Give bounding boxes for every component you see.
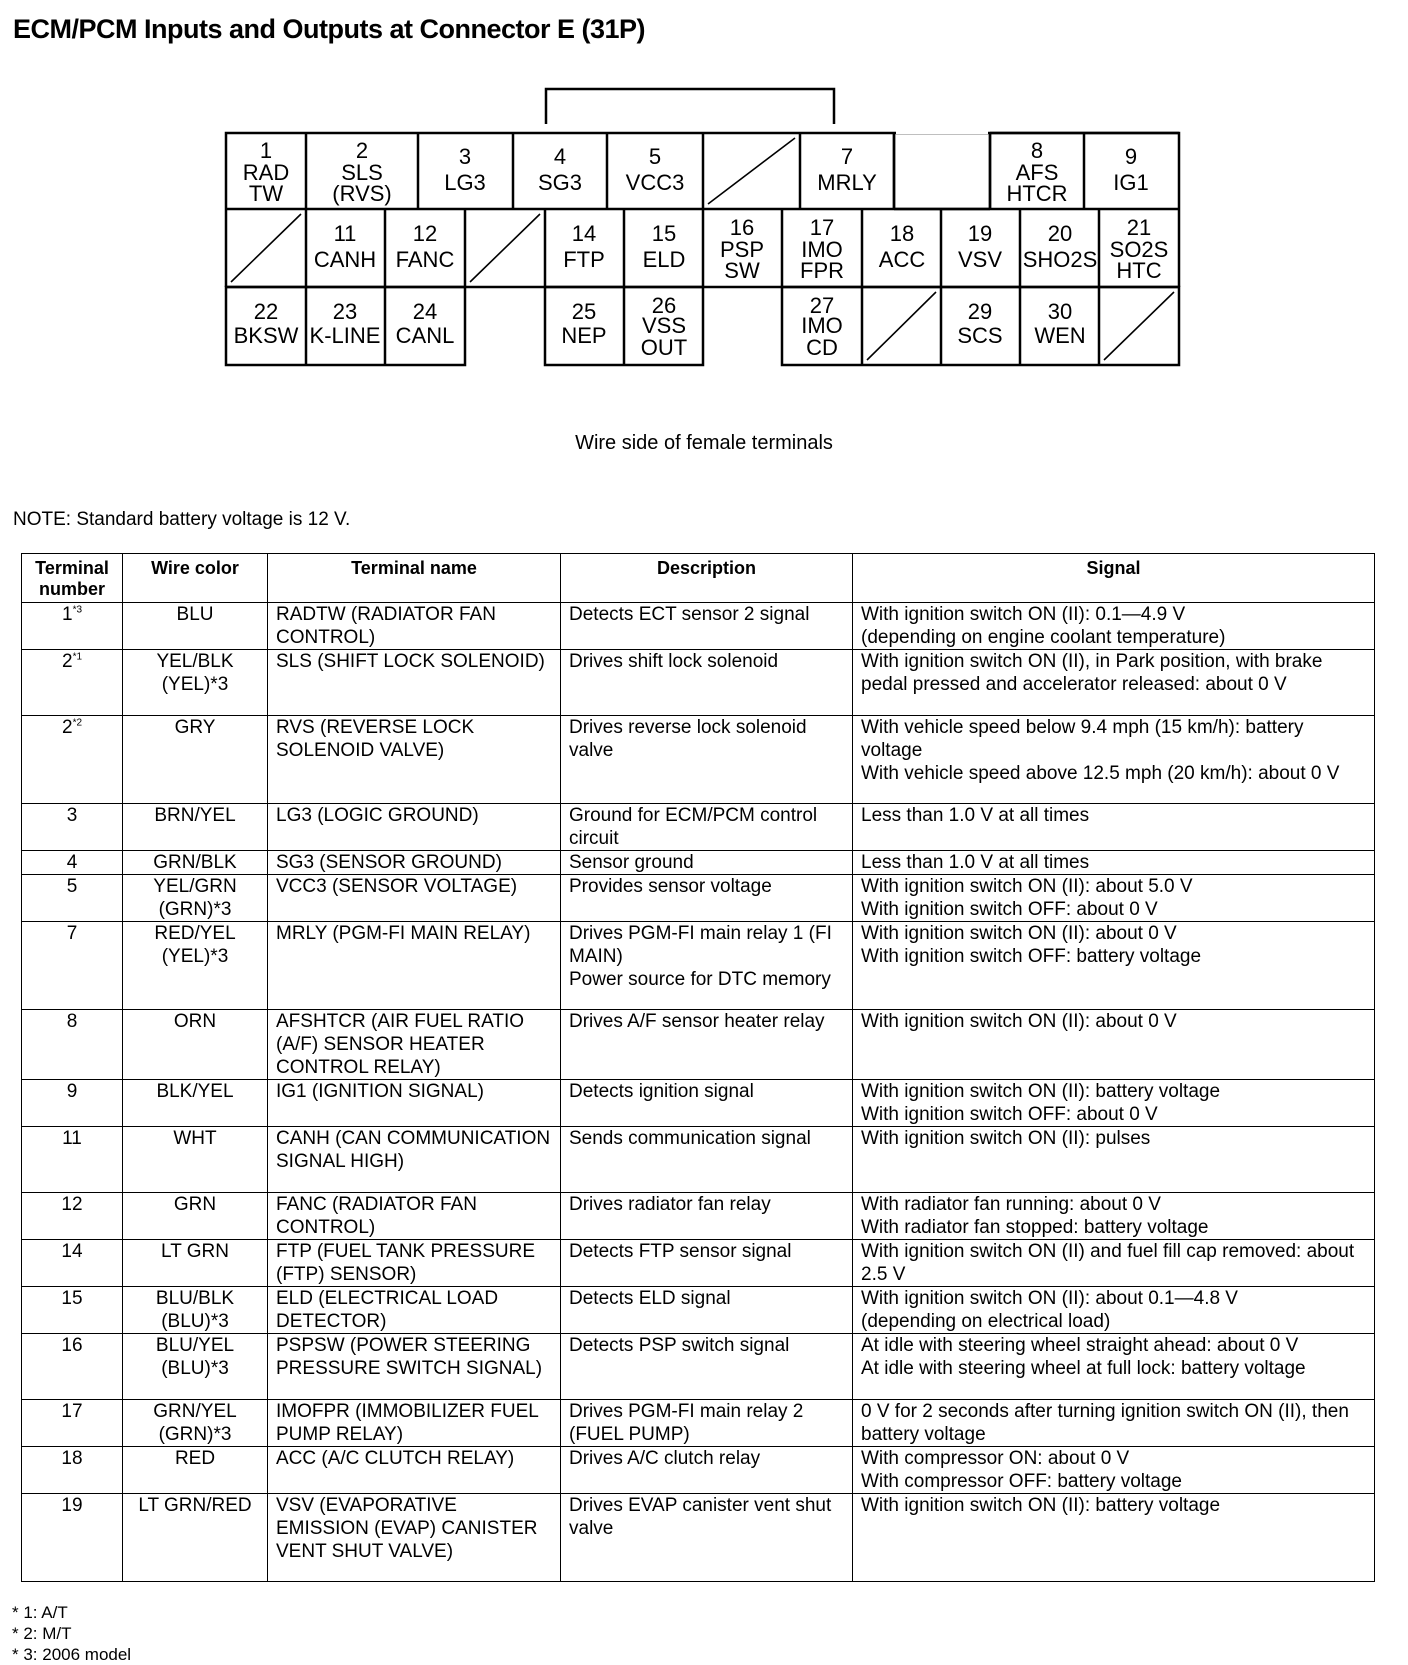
wire-color-cell: RED [123,1447,268,1494]
terminal-name-cell: LG3 (LOGIC GROUND) [268,804,561,851]
wire-color-cell: BLU/YEL (BLU)*3 [123,1334,268,1400]
connector-pin-label: SHO2S [1022,247,1098,272]
signal-cell: With ignition switch ON (II): about 0.1—4.8 V (depending on electrical load) [853,1287,1375,1334]
footnote-marker: *2 [72,717,83,729]
connector-pin-label: CANH [313,247,377,272]
terminal-number-cell [22,650,123,716]
terminal-name-cell: RADTW (RADIATOR FAN CONTROL) [268,603,561,650]
signal-cell: With ignition switch ON (II): about 5.0 V With ignition switch OFF: about 0 V [853,875,1375,922]
terminal-number-cell [22,1447,123,1494]
connector-pin-label: VSV [957,247,1003,272]
connector-pin-number: 21 [1126,215,1152,240]
terminal-number: 15 [61,1288,83,1309]
description-cell: Detects PSP switch signal [561,1334,853,1400]
terminal-number-cell [22,1494,123,1582]
connector-pin-number: 25 [571,299,597,324]
connector-pin-number: 3 [458,144,472,169]
wire-color-cell: GRY [123,716,268,804]
connector-pin-number: 22 [253,299,279,324]
connector-pin-label: SLS [341,160,383,185]
terminal-name-cell: IMOFPR (IMMOBILIZER FUEL PUMP RELAY) [268,1400,561,1447]
terminal-number: 2 [61,717,73,738]
connector-pin-number: 23 [332,299,358,324]
wire-color-cell: GRN [123,1193,268,1240]
header-terminal-name: Terminal name [268,554,561,603]
table-row [22,804,1375,851]
table-row [22,1240,1375,1287]
wire-color-cell: ORN [123,1010,268,1080]
wire-color-cell: BLK/YEL [123,1080,268,1127]
description-cell: Ground for ECM/PCM control circuit [561,804,853,851]
connector-pin-label: SCS [957,323,1003,348]
note-text: NOTE: Standard battery voltage is 12 V. [13,509,351,530]
connector-pin-number: 30 [1047,299,1073,324]
terminal-number-cell [22,1240,123,1287]
connector-pin-number: 27 [809,293,835,318]
footnote: * 1: A/T [12,1603,68,1622]
description-cell: Drives A/F sensor heater relay [561,1010,853,1080]
connector-pin-number: 26 [651,293,677,318]
connector-pin-number: 5 [648,144,662,169]
header-signal: Signal [853,554,1375,603]
signal-cell: Less than 1.0 V at all times [853,804,1375,851]
table-row [22,1494,1375,1582]
terminal-number: 3 [66,805,78,826]
description-cell: Drives shift lock solenoid [561,650,853,716]
footnote: * 2: M/T [12,1624,72,1643]
table-row [22,603,1375,650]
connector-pin-label: HTCR [1006,181,1068,206]
wire-color-cell: BLU [123,603,268,650]
terminal-number: 12 [61,1194,83,1215]
connector-pin-label: VCC3 [625,170,685,195]
signal-cell: With ignition switch ON (II): about 0 V [853,1010,1375,1080]
description-cell: Drives PGM-FI main relay 1 (FI MAIN) Power source for DTC memory [561,922,853,1010]
connector-pin-number: 4 [553,144,567,169]
terminal-number: 18 [61,1448,83,1469]
connector-pin-label: SG3 [537,170,583,195]
signal-cell: With ignition switch ON (II): about 0 V With ignition switch OFF: battery voltage [853,922,1375,1010]
connector-pin-number: 17 [809,215,835,240]
table-row [22,716,1375,804]
signal-cell: With vehicle speed below 9.4 mph (15 km/h): battery voltage With vehicle speed above 12.5 mph (20 km/h): about 0 V [853,716,1375,804]
table-row [22,1447,1375,1494]
terminal-name-cell: IG1 (IGNITION SIGNAL) [268,1080,561,1127]
signal-cell: At idle with steering wheel straight ahead: about 0 V At idle with steering wheel at full lock: battery voltage [853,1334,1375,1400]
connector-pin-label: LG3 [444,170,486,195]
terminal-number: 16 [61,1335,83,1356]
connector-pin-label: ELD [642,247,686,272]
connector-pin-label: AFS [1015,160,1059,185]
terminal-number: 2 [61,651,73,672]
table-row [22,650,1375,716]
connector-pin-label: SO2S [1109,237,1169,262]
description-cell: Drives radiator fan relay [561,1193,853,1240]
connector-pin-label: ACC [878,247,926,272]
signal-cell: With compressor ON: about 0 V With compressor OFF: battery voltage [853,1447,1375,1494]
connector-pin-number: 1 [259,138,273,163]
terminal-number: 14 [61,1241,83,1262]
connector-pin-label: IMO [801,237,843,262]
signal-cell: With ignition switch ON (II): battery voltage With ignition switch OFF: about 0 V [853,1080,1375,1127]
wire-color-cell: LT GRN [123,1240,268,1287]
description-cell: Drives EVAP canister vent shut valve [561,1494,853,1582]
connector-pin-label: OUT [640,335,688,360]
terminal-number-cell [22,922,123,1010]
table-row [22,1334,1375,1400]
terminal-number: 5 [66,876,78,897]
connector-pin-label: VSS [641,313,687,338]
table-row [22,875,1375,922]
terminal-number-cell [22,1080,123,1127]
footnote-marker: *1 [72,651,83,663]
description-cell: Detects ignition signal [561,1080,853,1127]
terminal-number-cell [22,716,123,804]
terminal-name-cell: FTP (FUEL TANK PRESSURE (FTP) SENSOR) [268,1240,561,1287]
description-cell: Provides sensor voltage [561,875,853,922]
connector-caption: Wire side of female terminals [575,432,833,454]
terminal-number: 1 [61,604,73,625]
connector-diagram [0,0,1408,420]
connector-pin-label: MRLY [817,170,877,195]
connector-pin-label: CD [806,335,838,360]
connector-pin-label: FPR [800,258,844,283]
connector-pin-label: RAD [242,160,290,185]
terminal-number: 17 [61,1401,83,1422]
connector-pin-number: 9 [1124,144,1138,169]
table-row [22,1193,1375,1240]
description-cell: Drives PGM-FI main relay 2 (FUEL PUMP) [561,1400,853,1447]
terminal-number: 11 [62,1128,82,1149]
connector-pin-label: IG1 [1113,170,1149,195]
description-cell: Detects FTP sensor signal [561,1240,853,1287]
terminal-number: 19 [61,1495,83,1516]
description-cell: Detects ECT sensor 2 signal [561,603,853,650]
connector-pin-label: TW [248,181,284,206]
terminal-number-cell [22,1010,123,1080]
terminal-name-cell: ELD (ELECTRICAL LOAD DETECTOR) [268,1287,561,1334]
terminal-number-cell [22,804,123,851]
wire-color-cell: RED/YEL (YEL)*3 [123,922,268,1010]
terminal-name-cell: VCC3 (SENSOR VOLTAGE) [268,875,561,922]
terminal-number-cell [22,603,123,650]
description-cell: Sends communication signal [561,1127,853,1193]
wire-color-cell: LT GRN/RED [123,1494,268,1582]
terminal-name-cell: RVS (REVERSE LOCK SOLENOID VALVE) [268,716,561,804]
description-cell: Drives A/C clutch relay [561,1447,853,1494]
terminal-number-cell [22,1400,123,1447]
wire-color-cell: BLU/BLK (BLU)*3 [123,1287,268,1334]
page-title: ECM/PCM Inputs and Outputs at Connector E (31P) [13,14,646,44]
terminal-name-cell: SLS (SHIFT LOCK SOLENOID) [268,650,561,716]
terminal-name-cell: PSPSW (POWER STEERING PRESSURE SWITCH SIGNAL) [268,1334,561,1400]
description-cell: Detects ELD signal [561,1287,853,1334]
connector-pin-number: 14 [571,221,597,246]
connector-pin-number: 20 [1047,221,1073,246]
signal-cell: With radiator fan running: about 0 V With radiator fan stopped: battery voltage [853,1193,1375,1240]
signal-cell: With ignition switch ON (II): 0.1—4.9 V (depending on engine coolant temperature) [853,603,1375,650]
connector-pin-label: FANC [395,247,455,272]
wire-color-cell: WHT [123,1127,268,1193]
terminal-number: 7 [66,923,78,944]
table-row [22,1010,1375,1080]
terminal-name-cell: AFSHTCR (AIR FUEL RATIO (A/F) SENSOR HEATER CONTROL RELAY) [268,1010,561,1080]
table-row [22,1127,1375,1193]
connector-pin-number: 29 [967,299,993,324]
connector-pin-number: 7 [840,144,854,169]
description-cell: Sensor ground [561,851,853,875]
connector-pin-label: SW [724,258,760,283]
terminal-name-cell: SG3 (SENSOR GROUND) [268,851,561,875]
wire-color-cell: BRN/YEL [123,804,268,851]
connector-pin-number: 24 [412,299,438,324]
connector-pin-label: BKSW [233,323,299,348]
terminal-number-cell [22,1334,123,1400]
signal-cell: With ignition switch ON (II): battery voltage [853,1494,1375,1582]
table-row [22,1400,1375,1447]
connector-pin-number: 16 [729,215,755,240]
connector-pin-label: WEN [1034,323,1086,348]
terminal-number-cell [22,851,123,875]
terminal-name-cell: MRLY (PGM-FI MAIN RELAY) [268,922,561,1010]
terminal-number-cell [22,1193,123,1240]
terminal-name-cell: VSV (EVAPORATIVE EMISSION (EVAP) CANISTER VENT SHUT VALVE) [268,1494,561,1582]
terminal-number: 9 [66,1081,78,1102]
connector-pin-label: NEP [561,323,607,348]
terminal-name-cell: CANH (CAN COMMUNICATION SIGNAL HIGH) [268,1127,561,1193]
footnote: * 3: 2006 model [12,1645,132,1664]
wire-color-cell: GRN/BLK [123,851,268,875]
table-row [22,1080,1375,1127]
wire-color-cell: GRN/YEL (GRN)*3 [123,1400,268,1447]
terminal-number-cell [22,875,123,922]
table-header-row [22,554,1375,603]
signal-cell: With ignition switch ON (II): pulses [853,1127,1375,1193]
terminal-number-cell [22,1287,123,1334]
signal-cell: 0 V for 2 seconds after turning ignition switch ON (II), then battery voltage [853,1400,1375,1447]
connector-pin-number: 11 [333,221,357,246]
connector-pin-number: 2 [355,138,369,163]
table-row [22,922,1375,1010]
signal-cell: Less than 1.0 V at all times [853,851,1375,875]
connector-pin-label: CANL [395,323,455,348]
wire-color-cell: YEL/BLK (YEL)*3 [123,650,268,716]
connector-pin-number: 15 [651,221,677,246]
table-row [22,851,1375,875]
connector-pin-number: 12 [412,221,438,246]
connector-pin-label: (RVS) [332,181,392,206]
wire-color-cell: YEL/GRN (GRN)*3 [123,875,268,922]
connector-pin-label: FTP [563,247,605,272]
connector-pin-number: 8 [1030,138,1044,163]
terminal-name-cell: FANC (RADIATOR FAN CONTROL) [268,1193,561,1240]
connector-pin-label: K-LINE [309,323,381,348]
connector-pin-label: PSP [719,237,765,262]
header-terminal-number: Terminal number [22,554,123,603]
description-cell: Drives reverse lock solenoid valve [561,716,853,804]
terminal-number-cell [22,1127,123,1193]
table-row [22,1287,1375,1334]
footnotes [12,1602,131,1665]
signal-cell: With ignition switch ON (II) and fuel fill cap removed: about 2.5 V [853,1240,1375,1287]
terminal-name-cell: ACC (A/C CLUTCH RELAY) [268,1447,561,1494]
footnote-marker: *3 [72,604,83,616]
connector-pin-label: HTC [1116,258,1162,283]
connector-pin-number: 18 [889,221,915,246]
terminal-number: 8 [66,1011,78,1032]
connector-pin-label: IMO [801,313,843,338]
header-description: Description [561,554,853,603]
connector-pin-number: 19 [967,221,993,246]
signal-cell: With ignition switch ON (II), in Park position, with brake pedal pressed and accelerator released: about 0 V [853,650,1375,716]
header-wire-color: Wire color [123,554,268,603]
terminal-number: 4 [66,852,78,873]
terminal-table [21,553,1375,1582]
